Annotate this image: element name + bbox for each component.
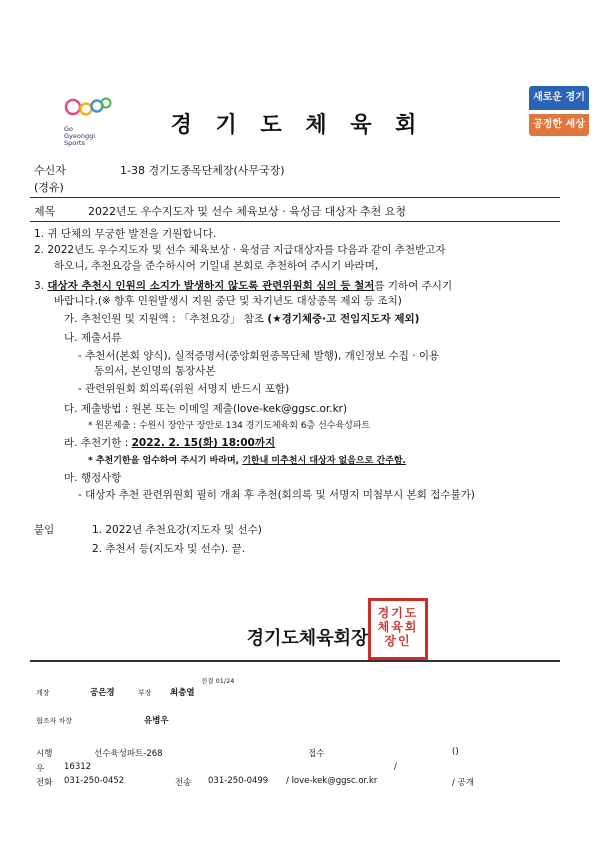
recipient-label: 수신자 [34,164,66,177]
slogan-banner [529,86,589,136]
zip-code: 16312 [64,762,92,772]
clerk-label: 계장 [36,689,50,697]
item-ma-1: - 대상자 추천 관련위원회 필히 개최 후 추천(회의록 및 서명지 미첨부시 본회 접수불가) [78,489,475,501]
fax-label: 전송 [175,778,192,788]
item-na-1: - 추천서(본회 양식), 실적증명서(중앙회원종목단체 발행), 개인정보 수집 · 이용 [78,350,440,362]
doc-number: 선수육성파트-268 [94,749,163,759]
attachment-label: 붙임 [34,524,55,536]
emphasis-text: 대상자 추천시 인원의 소지가 발생하지 않도록 관련위원회 심의 등 철저 [47,280,375,292]
attachment-2: 2. 추천서 등(지도자 및 선수). 끝. [92,543,246,555]
coop-name: 유병우 [144,716,169,726]
subject-label: 제목 [34,205,56,218]
official-seal: 경기도 체육회 장인 [368,598,428,660]
item-na: 나. 제출서류 [64,332,122,344]
via-label: (경유) [34,181,64,194]
tel-label: 전화 [36,778,53,788]
item-da-note: * 원본제출 : 수원시 장안구 장안로 134 경기도체육회 6층 선수육성파트 [88,421,371,431]
item-da: 다. 제출방법 : 원본 또는 이메일 제출(love-kek@ggsc.or.kr) [64,403,348,415]
paragraph-1: 1. 귀 단체의 무궁한 발전을 기원합니다. [34,228,217,240]
item-ra: 라. 추천기한 : 2022. 2. 15(화) 18:00까지 [64,437,276,449]
slogan-bottom: 공정한 세상 [529,114,589,136]
tel-number: 031-250-0452 [64,776,125,786]
disclosure-status: / 공개 [452,778,474,788]
item-ga: 가. 추천인원 및 지원액 : 「추천요강」 참조 (★경기체중·고 전임지도자 제외) [64,313,420,325]
coop-label: 협조자 차장 [36,717,73,725]
doc-label: 시행 [36,749,53,759]
document-title: 경 기 도 체 육 회 [170,113,425,138]
item-na-1-cont: 동의서, 본인명의 통장사본 [94,365,216,377]
issuer-name: 경기도체육회장 [246,628,369,649]
clerk-name: 공은경 [90,688,115,698]
item-ma: 마. 행정사항 [64,472,122,484]
logo-text: Go Gyeonggi Sports [64,125,96,147]
item-na-2: - 관련위원회 회의록(위원 서명지 반드시 포함) [78,383,290,395]
email-address: / love-kek@ggsc.or.kr [286,776,378,786]
divider [30,660,560,662]
recipient-value: 1-38 경기도종목단체장(사무국장) [120,164,285,177]
receipt-value: () [452,747,459,757]
paragraph-3-cont: 바랍니다.(※ 향후 민원발생시 지원 중단 및 차기년도 대상종목 제외 등 조치) [54,295,402,307]
subject-value: 2022년도 우수지도자 및 선수 체육보상 · 육성금 대상자 추천 요청 [88,205,406,218]
divider [30,221,560,222]
final-approval-label: 전결 01/24 [201,677,235,685]
zip-label: 우 [36,764,45,774]
deadline: 2022. 2. 15(화) 18:00까지 [131,437,276,449]
attachment-1: 1. 2022년 추천요강(지도자 및 선수) [92,524,262,536]
receipt-label: 접수 [308,749,325,759]
item-ra-note: * 추천기한을 엄수하여 주시기 바라며, 기한내 미추천시 대상자 없음으로 간주함. [88,456,406,466]
head-name: 최충열 [170,688,195,698]
paragraph-2: 2. 2022년도 우수지도자 및 선수 체육보상 · 육성금 지급대상자를 다음과 같이 추천받고자 [34,244,446,256]
slogan-top: 새로운 경기 [529,86,589,110]
divider [30,197,560,198]
paragraph-3: 3. 대상자 추천시 인원의 소지가 발생하지 않도록 관련위원회 심의 등 철저를 기하여 주시기 [34,280,453,292]
address-slash: / [394,762,397,772]
fax-number: 031-250-0499 [208,776,269,786]
head-label: 부장 [138,689,152,697]
paragraph-2-cont: 하오니, 추천요강을 준수하시어 기일내 본회로 추천하여 주시기 바라며, [54,260,379,272]
